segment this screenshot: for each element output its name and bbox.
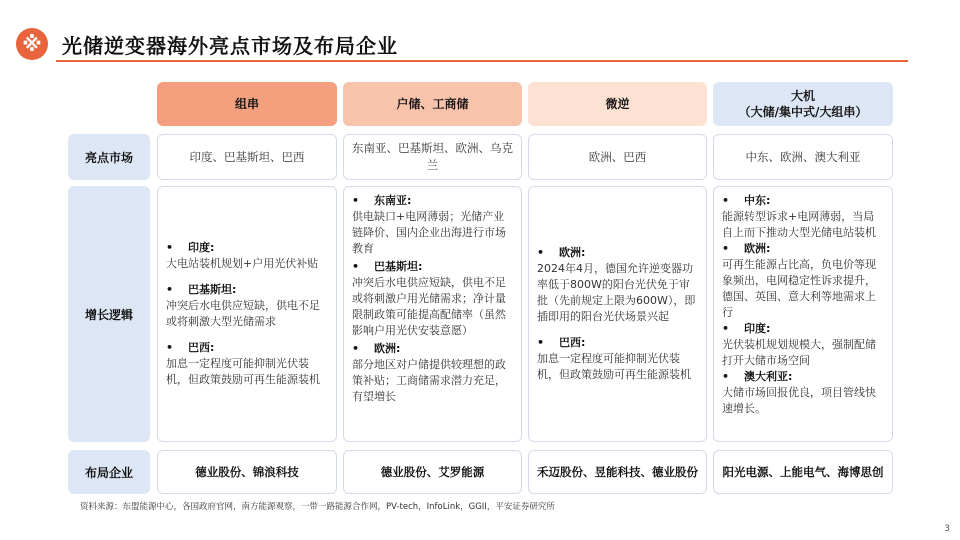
markets-cell-micro: 欧洲、巴西	[528, 134, 707, 180]
growth-block	[722, 369, 884, 417]
source-note: 资料来源：东盟能源中心，各国政府官网，南方能源观察，一带一路能源合作网，PV-tech，InfoLink，GGII，平安证券研究所	[80, 502, 555, 512]
growth-cell-micro	[528, 186, 707, 442]
companies-cell-large: 阳光电源、上能电气、海博思创	[713, 450, 893, 494]
companies-cell-residential: 德业股份、艾罗能源	[343, 450, 522, 494]
growth-block	[537, 245, 698, 325]
growth-text: 部分地区对户储提供较理想的政策补贴；工商储需求潜力充足，有望増长	[352, 358, 506, 403]
growth-region: • 欧洲:	[537, 245, 698, 261]
companies-cell-string: 德业股份、锦浪科技	[157, 450, 337, 494]
growth-block	[722, 241, 884, 321]
growth-region: • 中东:	[722, 193, 884, 209]
column-header-residential-ci-storage: 户储、工商储	[343, 82, 522, 126]
growth-block	[352, 193, 513, 257]
growth-text: 大电站装机规划+户用光伏补贴	[166, 257, 319, 270]
growth-region: • 印度:	[166, 240, 328, 256]
column-header-string: 组串	[157, 82, 337, 126]
title-divider	[56, 60, 908, 62]
growth-text: 供电缺口+电网薄弱；光储产业链降价、国内企业出海进行市场教育	[352, 210, 506, 255]
growth-block	[166, 240, 328, 272]
companies-cell-micro: 禾迈股份、昱能科技、德业股份	[528, 450, 707, 494]
growth-block	[722, 193, 884, 241]
growth-text: 冲突后水电供应短缺，供电不足或将刺激大型光储需求	[166, 299, 320, 328]
row-header-growth: 增长逻辑	[68, 186, 150, 442]
growth-cell-string	[157, 186, 337, 442]
row-header-markets: 亮点市场	[68, 134, 150, 180]
column-header-large-title: 大机	[790, 89, 815, 103]
growth-block	[352, 259, 513, 339]
growth-region: • 澳大利亚:	[722, 369, 884, 385]
growth-region: • 东南亚:	[352, 193, 513, 209]
growth-block	[166, 340, 328, 388]
growth-region: • 巴西:	[166, 340, 328, 356]
page-title: 光储逆变器海外亮点市场及布局企业	[62, 34, 398, 58]
growth-text: 2024年4月，德国允许逆变器功率低于800W的阳台光伏免于审批（先前规定上限为600W），即插即用的阳台光伏场景兴起	[537, 262, 696, 323]
growth-region: • 巴西:	[537, 335, 698, 351]
growth-region: • 巴基斯坦:	[166, 282, 328, 298]
growth-text: 冲突后水电供应短缺，供电不足或将刺激户用光储需求；净计量限制政策可能提高配储率（虽然影响户用光伏安装意愿）	[352, 276, 506, 337]
growth-cell-large	[713, 186, 893, 442]
growth-cell-residential	[343, 186, 522, 442]
growth-block	[166, 282, 328, 330]
growth-block	[537, 335, 698, 383]
markets-cell-large: 中东、欧洲、澳大利亚	[713, 134, 893, 180]
growth-region: • 印度:	[722, 321, 884, 337]
title-badge-icon: ※	[16, 28, 48, 60]
growth-block	[352, 341, 513, 405]
growth-block	[722, 321, 884, 369]
markets-cell-string: 印度、巴基斯坦、巴西	[157, 134, 337, 180]
column-header-large-subtitle: （大储/集中式/大组串）	[738, 105, 868, 119]
growth-text: 大储市场回报优良，项目管线快速增长。	[722, 386, 876, 415]
column-header-large-inverter	[713, 82, 893, 126]
growth-text: 光伏装机规划规模大，强制配储打开大储市场空间	[722, 338, 876, 367]
growth-text: 可再生能源占比高，负电价等现象频出，电网稳定性诉求提升，德国、英国、意大利等地需求上行	[722, 258, 876, 319]
markets-cell-residential: 东南亚、巴基斯坦、欧洲、乌克兰	[343, 134, 522, 180]
growth-region: • 欧洲:	[352, 341, 513, 357]
growth-region: • 欧洲:	[722, 241, 884, 257]
column-header-microinverter: 微逆	[528, 82, 707, 126]
growth-region: • 巴基斯坦:	[352, 259, 513, 275]
growth-text: 加息一定程度可能抑制光伏装机，但政策鼓励可再生能源装机	[166, 357, 320, 386]
growth-text: 能源转型诉求+电网薄弱，当局自上而下推动大型光储电站装机	[722, 210, 876, 239]
growth-text: 加息一定程度可能抑制光伏装机，但政策鼓励可再生能源装机	[537, 352, 691, 381]
row-header-companies: 布局企业	[68, 450, 150, 494]
page-number: 3	[944, 524, 950, 534]
